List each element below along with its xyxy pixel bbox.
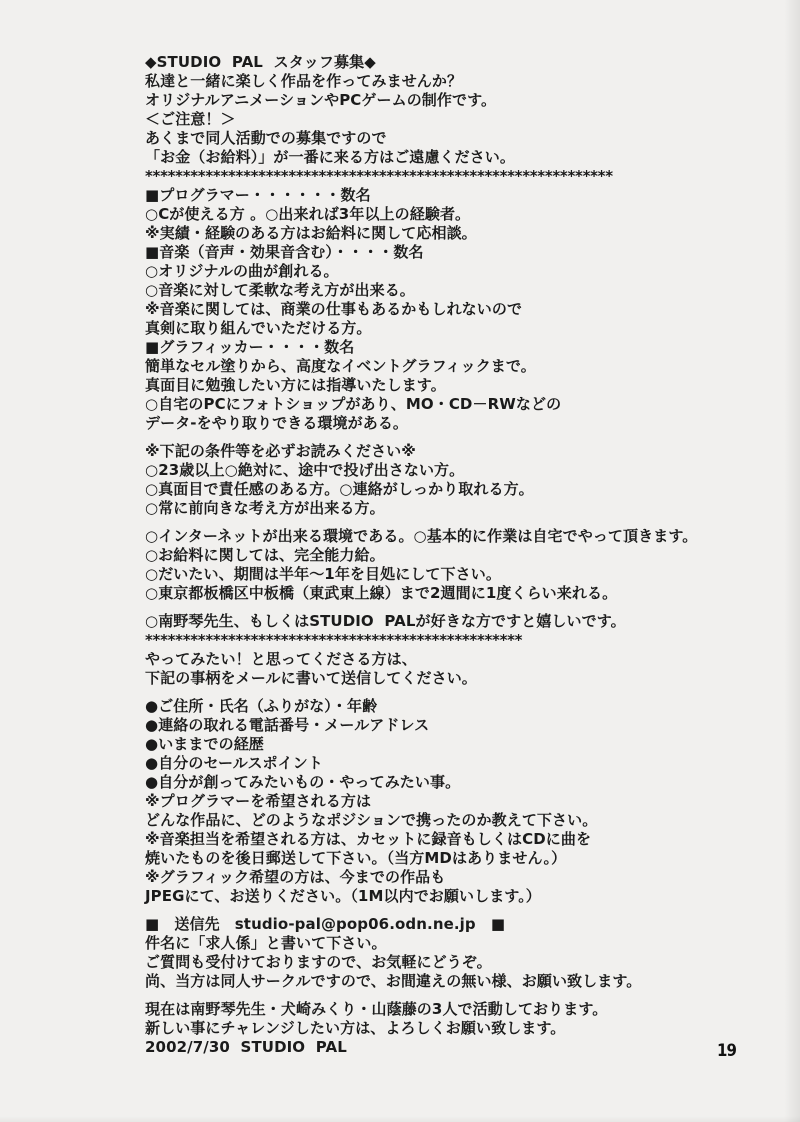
text-line: どんな作品に、どのようなポジションで携ったのか教えて下さい。 xyxy=(145,811,598,829)
text-line: ○常に前向きな考え方が出来る方。 xyxy=(145,499,385,517)
text-line: ◆STUDIO PAL スタッフ募集◆ xyxy=(145,53,376,71)
text-line: 2002/7/30 STUDIO PAL xyxy=(145,1038,347,1056)
text-line: ※下記の条件等を必ずお読みください※ xyxy=(145,442,416,460)
paragraph xyxy=(145,53,705,433)
text-line: ※グラフィック希望の方は、今までの作品も xyxy=(145,868,446,886)
text-line: ※音楽に関しては、商業の仕事もあるかもしれないので xyxy=(145,300,523,318)
paragraph xyxy=(145,915,705,991)
text-line: 真面目に勉強したい方には指導いたします。 xyxy=(145,376,446,394)
text-line: ○東京都板橋区中板橋（東武東上線）まで2週間に1度くらい来れる。 xyxy=(145,584,618,602)
text-line: ※実績・経験のある方はお給料に関して応相談。 xyxy=(145,224,477,242)
paragraph xyxy=(145,1000,705,1057)
text-line: 「お金（お給料）」が一番に来る方はご遠慮ください。 xyxy=(145,148,516,166)
text-line: ●自分が創ってみたいもの・やってみたい事。 xyxy=(145,773,461,791)
text-line: ○23歳以上○絶対に、途中で投げ出さない方。 xyxy=(145,461,465,479)
separator-line: ************************************************************** xyxy=(145,167,613,185)
separator-line: ************************************************** xyxy=(145,631,523,649)
text-line: 私達と一緒に楽しく作品を作ってみませんか？ xyxy=(145,72,463,90)
page-number: 19 xyxy=(717,1041,737,1061)
text-line: ●自分のセールスポイント xyxy=(145,754,323,772)
text-line: ○お給料に関しては、完全能力給。 xyxy=(145,546,385,564)
text-line: ■グラフィッカー・・・・数名 xyxy=(145,338,355,356)
text-line: ○音楽に対して柔軟な考え方が出来る。 xyxy=(145,281,415,299)
text-line: 簡単なセル塗りから、高度なイベントグラフィックまで。 xyxy=(145,357,536,375)
text-line: ■ 送信先 studio-pal@pop06.odn.ne.jp ■ xyxy=(145,915,506,933)
text-line: ＜ご注意！＞ xyxy=(145,110,236,128)
text-line: ■音楽（音声・効果音含む）・・・・数名 xyxy=(145,243,424,261)
text-line: 尚、当方は同人サークルですので、お間違えの無い様、お願い致します。 xyxy=(145,972,642,990)
paragraph xyxy=(145,442,705,518)
text-line: 下記の事柄をメールに書いて送信してください。 xyxy=(145,669,477,687)
paragraph xyxy=(145,697,705,906)
text-line: ○Cが使える方 。○出来れば3年以上の経験者。 xyxy=(145,205,471,223)
text-line: 新しい事にチャレンジしたい方は、よろしくお願い致します。 xyxy=(145,1019,566,1037)
text-line: ○南野琴先生、もしくはSTUDIO PALが好きな方ですと嬉しいです。 xyxy=(145,612,626,630)
scan-shadow-right xyxy=(784,0,800,1122)
text-line: 焼いたものを後日郵送して下さい。（当方MDはありません。） xyxy=(145,849,567,867)
text-line: ご質問も受付けておりますので、お気軽にどうぞ。 xyxy=(145,953,492,971)
text-line: 件名に「求人係」と書いて下さい。 xyxy=(145,934,387,952)
text-line: オリジナルアニメーションやPCゲームの制作です。 xyxy=(145,91,497,109)
text-line: ○だいたい、期間は半年～1年を目処にして下さい。 xyxy=(145,565,501,583)
text-line: データ-をやり取りできる環境がある。 xyxy=(145,414,409,432)
text-line: ○インターネットが出来る環境である。○基本的に作業は自宅でやって頂きます。 xyxy=(145,527,698,545)
paragraph xyxy=(145,612,705,688)
text-line: ●連絡の取れる電話番号・メールアドレス xyxy=(145,716,430,734)
text-line: ○自宅のPCにフォトショップがあり、MO・CD－RWなどの xyxy=(145,395,562,413)
text-line: ○オリジナルの曲が創れる。 xyxy=(145,262,339,280)
text-line: 現在は南野琴先生・犬崎みくり・山蔭藤の3人で活動しております。 xyxy=(145,1000,608,1018)
text-line: あくまで同人活動での募集ですので xyxy=(145,129,387,147)
document-body xyxy=(145,53,705,1066)
paragraph xyxy=(145,527,705,603)
text-line: ○真面目で責任感のある方。○連絡がしっかり取れる方。 xyxy=(145,480,534,498)
text-line: ※音楽担当を希望される方は、カセットに録音もしくはCDに曲を xyxy=(145,830,592,848)
text-line: ●いままでの経歴 xyxy=(145,735,264,753)
text-line: ※プログラマーを希望される方は xyxy=(145,792,372,810)
text-line: ●ご住所・氏名（ふりがな）・年齢 xyxy=(145,697,378,715)
text-line: JPEGにて、お送りください。（1M以内でお願いします。） xyxy=(145,887,541,905)
text-line: やってみたい！と思ってくださる方は、 xyxy=(145,650,417,668)
scan-shadow-bottom xyxy=(0,1116,800,1122)
text-line: ■プログラマー・・・・・・数名 xyxy=(145,186,371,204)
text-line: 真剣に取り組んでいただける方。 xyxy=(145,319,372,337)
